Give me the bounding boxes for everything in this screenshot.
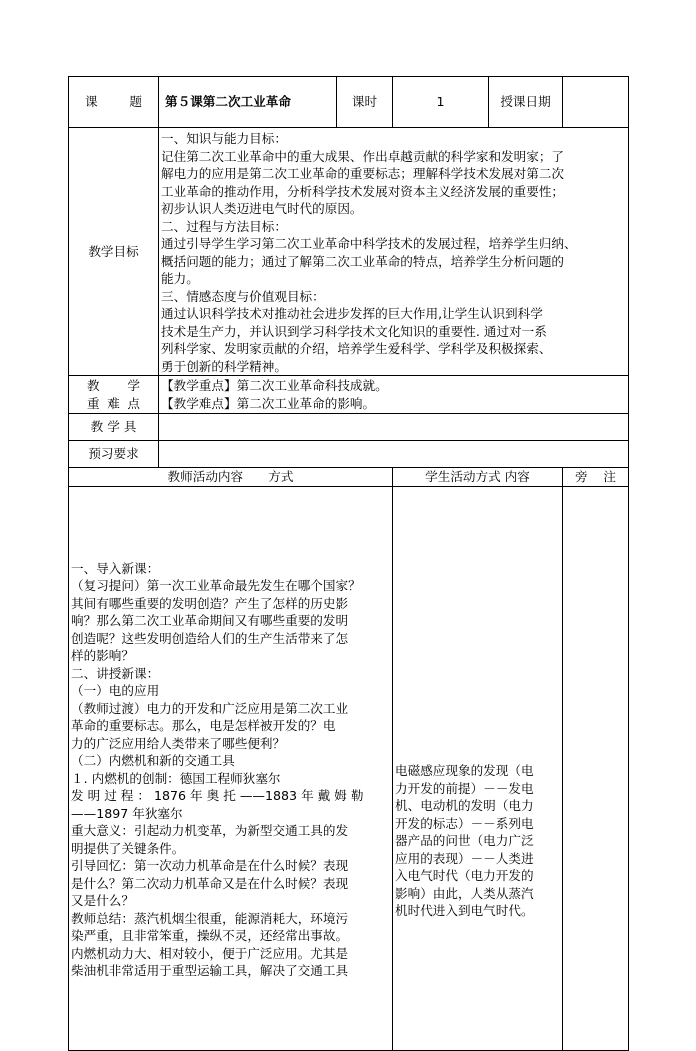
teacher-line: 柴油机非常适用于重型运输工具，解决了交通工具 xyxy=(71,963,349,978)
objective-line: 工业革命的推动作用，分析科学技术发展对资本主义经济发展的重要性； xyxy=(161,183,564,199)
key-label-1b: 学 xyxy=(127,378,140,393)
teacher-activity-content xyxy=(69,487,393,1051)
teacher-line: １. 内燃机的创制：德国工程师狄塞尔 xyxy=(71,770,281,786)
objective-line: 记住第二次工业革命中的重大成果、作出卓越贡献的科学家和发明家；了 xyxy=(161,148,564,164)
preview-label: 预习要求 xyxy=(69,441,159,468)
teacher-line: 染严重，且非常笨重，操纵不灵，还经常出事故。 xyxy=(71,928,349,943)
teacher-line: 二、讲授新课： xyxy=(71,665,160,681)
objectives-row xyxy=(69,128,629,376)
key-label-2c: 点 xyxy=(127,395,140,411)
objectives-label: 教学目标 xyxy=(69,128,159,376)
student-activity-content xyxy=(393,487,563,1051)
teacher-line: 力的广泛应用给人类带来了哪些便利？ xyxy=(71,735,286,751)
key-points-content xyxy=(159,376,629,414)
preview-row xyxy=(69,441,629,468)
notes-content xyxy=(563,487,629,1051)
objective-line: 通过引导学生学习第二次工业革命中科学技术的发展过程，培养学生归纳、 xyxy=(161,236,577,251)
subject-label-left: 课 xyxy=(85,94,98,110)
date-value xyxy=(563,77,629,128)
tools-label: 教 学 具 xyxy=(69,414,159,441)
notes-column-header xyxy=(563,468,629,487)
objective-line: 二、过程与方法目标： xyxy=(161,218,287,234)
student-line: 开发的标志）－－系列电 xyxy=(395,815,534,831)
key-points-row xyxy=(69,376,629,414)
student-line: 影响）由此，人类从蒸汽 xyxy=(395,885,534,901)
subject-label-cell xyxy=(69,77,159,128)
teacher-line: 引导回忆：第一次动力机革命是在什么时候？表现 xyxy=(71,858,349,873)
teacher-line: 革命的重要标志。那么，电是怎样被开发的？电 xyxy=(71,718,336,733)
teacher-line: 明提供了关键条件。 xyxy=(71,840,185,856)
objective-line: 概括问题的能力；通过了解第二次工业革命的特点，培养学生分析问题的 xyxy=(161,253,564,269)
key-point-line: 【教学难点】第二次工业革命的影响。 xyxy=(161,395,376,411)
student-line: 机、电动机的发明（电力 xyxy=(395,798,534,814)
date-label: 授课日期 xyxy=(489,77,563,128)
teacher-line: 内燃机动力大、相对较小，便于广泛应用。尤其是 xyxy=(71,945,349,961)
objective-line: 通过认识科学技术对推动社会进步发挥的巨大作用,让学生认识到科学 xyxy=(161,306,543,321)
teacher-line: 重大意义：引起动力机变革，为新型交通工具的发 xyxy=(71,823,349,838)
teacher-line: （二）内燃机和新的交通工具 xyxy=(71,753,235,768)
teacher-line: 响？那么第二次工业革命期间又有哪些重要的发明 xyxy=(71,613,349,628)
teacher-line: 其间有哪些重要的发明创造？产生了怎样的历史影 xyxy=(71,595,349,611)
teacher-line: （一）电的应用 xyxy=(71,683,160,698)
key-label-1a: 教 xyxy=(87,378,100,393)
teacher-line: 一、导入新课： xyxy=(71,560,160,576)
teacher-line: （复习提问）第一次工业革命最先发生在哪个国家？ xyxy=(71,578,361,593)
objective-line: 三、情感态度与价值观目标： xyxy=(161,288,325,304)
teacher-line: 教师总结：蒸汽机烟尘很重，能源消耗大，环境污 xyxy=(71,910,349,926)
lesson-title: 第５课第二次工业革命 xyxy=(159,77,337,128)
key-point-line: 【教学重点】第二次工业革命科技成就。 xyxy=(161,378,388,393)
tools-value xyxy=(159,414,629,441)
objective-line: 技术是生产力，并认识到学习科学技术文化知识的重要性. 通过对一系 xyxy=(161,323,547,339)
teacher-line: 样的影响？ xyxy=(71,648,134,663)
key-label-2a: 重 xyxy=(87,395,100,411)
student-line: 力开发的前提）－－发电 xyxy=(395,780,534,796)
objective-line: 解电力的应用是第二次工业革命的重要标志；理解科学技术发展对第二次 xyxy=(161,166,564,181)
period-label: 课时 xyxy=(337,77,393,128)
key-points-label xyxy=(69,376,159,414)
objectives-content xyxy=(159,128,629,376)
notes-label-right: 注 xyxy=(603,469,617,485)
activity-body-row xyxy=(69,487,629,1051)
teacher-line: ——1897 年狄塞尔 xyxy=(71,805,183,821)
teacher-line: （教师过渡）电力的开发和广泛应用是第二次工业 xyxy=(71,700,349,716)
objective-line: 勇于创新的科学精神。 xyxy=(161,358,287,374)
student-column-header: 学生活动方式 内容 xyxy=(393,468,563,487)
teacher-line: 又是什么？ xyxy=(71,893,134,908)
student-line: 器产品的问世（电力广泛 xyxy=(395,833,534,849)
activity-header-row xyxy=(69,468,629,487)
objective-line: 初步认识人类迈进电气时代的原因。 xyxy=(161,201,363,216)
teacher-line: 发 明 过 程 ： 1876 年 奥 托 ——1883 年 戴 姆 勒 xyxy=(71,788,364,803)
student-line: 入电气时代（电力开发的 xyxy=(395,868,534,884)
student-line: 电磁感应现象的发现（电 xyxy=(395,763,534,779)
period-value: 1 xyxy=(393,77,489,128)
teacher-column-header: 教师活动内容 方式 xyxy=(69,468,393,487)
tools-row xyxy=(69,414,629,441)
objective-line: 列科学家、发明家贡献的介绍，培养学生爱科学、学科学及积极探索、 xyxy=(161,341,552,356)
student-line: 应用的表现）－－人类进 xyxy=(395,850,534,866)
notes-label-left: 旁 xyxy=(575,469,588,485)
teacher-line: 是什么？第二次动力机革命又是在什么时候？表现 xyxy=(71,875,349,891)
key-label-2b: 难 xyxy=(107,395,120,411)
subject-label-right: 题 xyxy=(129,94,142,110)
teacher-line: 创造呢？这些发明创造给人们的生产生活带来了怎 xyxy=(71,630,349,646)
header-row xyxy=(69,77,629,128)
lesson-plan-table xyxy=(68,76,629,1051)
objective-line: 一、知识与能力目标： xyxy=(161,131,287,146)
student-line: 机时代进入到电气时代。 xyxy=(395,903,534,919)
objective-line: 能力。 xyxy=(161,271,199,286)
preview-value xyxy=(159,441,629,468)
